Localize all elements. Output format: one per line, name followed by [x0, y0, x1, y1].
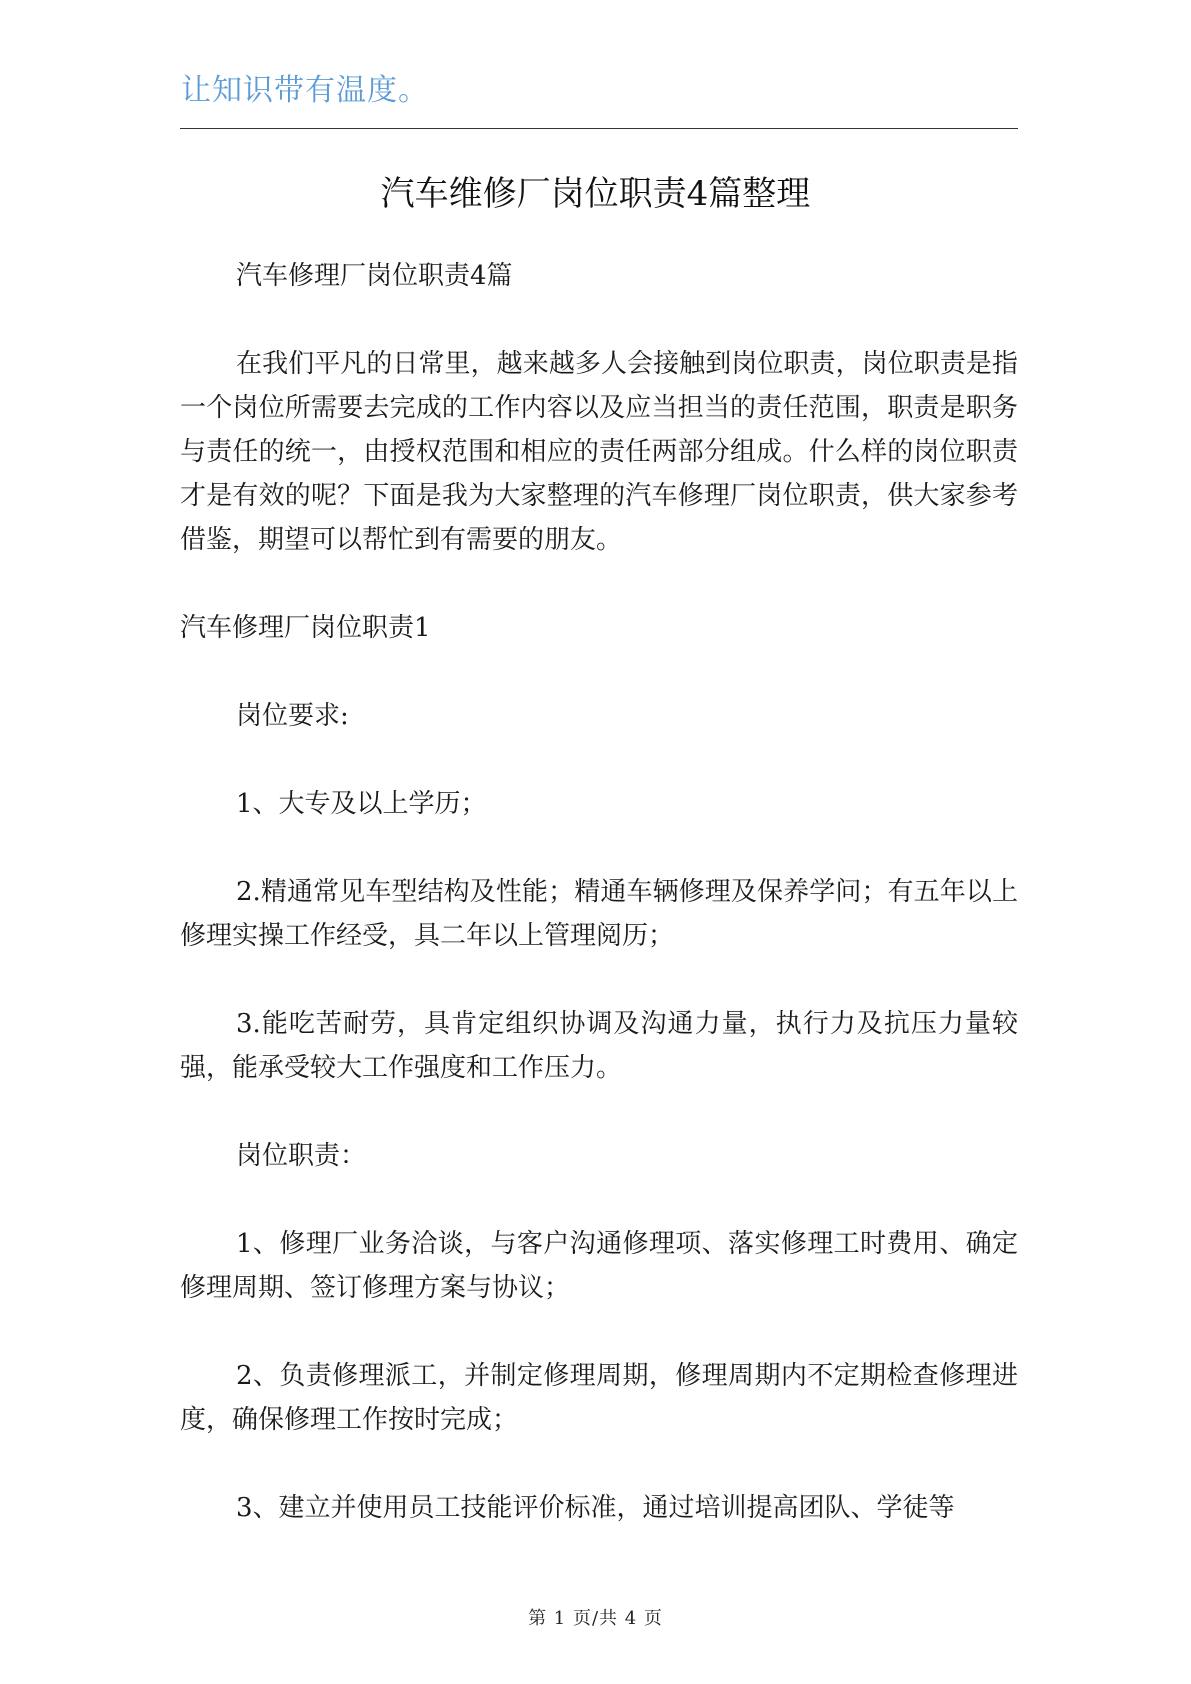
section-heading: 汽车修理厂岗位职责1 [180, 613, 431, 643]
requirement-item: 1、大专及以上学历； [236, 789, 487, 819]
page-footer: 第 1 页/共 4 页 [528, 1608, 663, 1629]
duty-item: 3、建立并使用员工技能评价标准，通过培训提高团队、学徒等 [236, 1493, 955, 1523]
duty-item: 2、负责修理派工，并制定修理周期，修理周期内不定期检查修理进度，确保修理工作按时完成； [180, 1361, 1018, 1435]
header-divider [180, 128, 1018, 129]
document-body [180, 254, 1018, 1574]
requirement-item: 2.精通常见车型结构及性能；精通车辆修理及保养学问；有五年以上修理实操工作经受，具二年以上管理阅历； [180, 877, 1018, 951]
subtitle-paragraph: 汽车修理厂岗位职责4篇 [236, 261, 513, 291]
document-title: 汽车维修厂岗位职责4篇整理 [380, 174, 811, 214]
duty-item: 1、修理厂业务洽谈，与客户沟通修理项、落实修理工时费用、确定修理周期、签订修理方案与协议； [180, 1229, 1018, 1303]
requirements-heading: 岗位要求: [236, 701, 349, 731]
requirement-item: 3.能吃苦耐劳，具肯定组织协调及沟通力量，执行力及抗压力量较强，能承受较大工作强度和工作压力。 [180, 1009, 1018, 1083]
duties-heading: 岗位职责： [236, 1141, 367, 1171]
intro-paragraph: 在我们平凡的日常里，越来越多人会接触到岗位职责，岗位职责是指一个岗位所需要去完成的工作内容以及应当担当的责任范围，职责是职务与责任的统一，由授权范围和相应的责任两部分组成。什么样的岗位职责才是有效的呢？下面是我为大家整理的汽车修理厂岗位职责，供大家参考借鉴，期望可以帮忙到有需要的朋友。 [180, 349, 1018, 555]
header-slogan: 让知识带有温度。 [181, 73, 429, 108]
